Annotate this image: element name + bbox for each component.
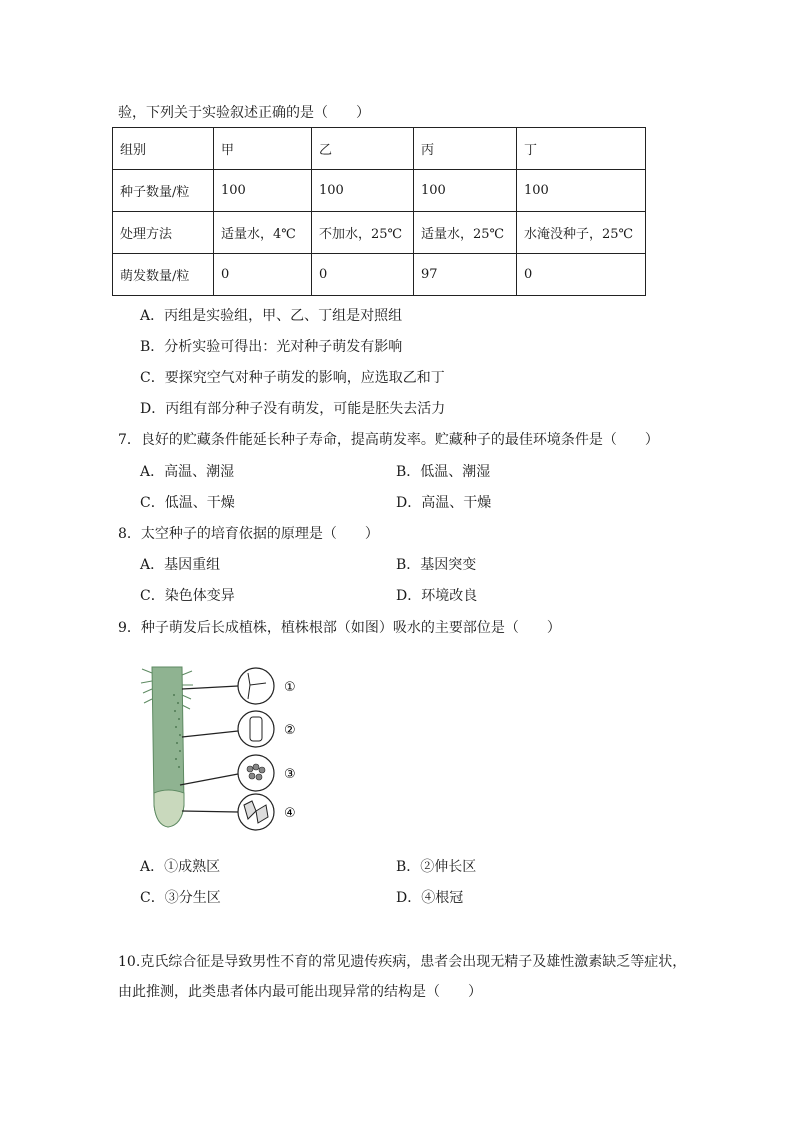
figure-label-1: ① [284,680,296,695]
question-7-stem: 7．良好的贮藏条件能延长种子寿命，提高萌发率。贮藏种子的最佳环境条件是（ ） [118,432,659,448]
table-cell: 不加水，25℃ [312,212,414,254]
q7-option-a[interactable]: A．高温、潮湿 [140,464,235,480]
table-cell: 97 [414,254,517,296]
table-cell: 种子数量/粒 [113,170,214,212]
question-6-intro: 验，下列关于实验叙述正确的是（ ） [118,105,370,121]
table-cell: 0 [312,254,414,296]
table-row [113,254,646,296]
table-header-cell: 组别 [113,128,214,170]
table-row [113,212,646,254]
q9-option-a[interactable]: A．①成熟区 [140,859,221,875]
q6-option-d[interactable]: D．丙组有部分种子没有萌发，可能是胚失去活力 [140,401,446,417]
q6-option-b[interactable]: B．分析实验可得出：光对种子萌发有影响 [140,339,403,355]
question-10-line-2: 由此推测，此类患者体内最可能出现异常的结构是（ ） [118,984,482,1000]
q6-option-c[interactable]: C．要探究空气对种子萌发的影响，应选取乙和丁 [140,370,445,386]
q7-option-b[interactable]: B．低温、潮湿 [396,464,491,480]
table-cell: 100 [214,170,312,212]
table-cell: 适量水，25℃ [414,212,517,254]
q8-option-b[interactable]: B．基因突变 [396,557,477,573]
q8-option-a[interactable]: A．基因重组 [140,557,221,573]
figure-label-2: ② [284,723,296,738]
q9-option-b[interactable]: B．②伸长区 [396,859,477,875]
root-tip-figure [138,655,308,835]
table-header-cell: 乙 [312,128,414,170]
q6-option-a[interactable]: A．丙组是实验组，甲、乙、丁组是对照组 [140,308,403,324]
q8-option-c[interactable]: C．染色体变异 [140,588,235,604]
experiment-table [112,127,646,296]
question-10-line-1: 10.克氏综合征是导致男性不育的常见遗传疾病，患者会出现无精子及雄性激素缺乏等症状， [118,954,687,970]
table-row [113,170,646,212]
table-header-row [113,128,646,170]
q9-option-c[interactable]: C．③分生区 [140,890,221,906]
figure-label-3: ③ [284,767,296,782]
question-9-stem: 9．种子萌发后长成植株，植株根部（如图）吸水的主要部位是（ ） [118,620,561,636]
table-cell: 0 [517,254,646,296]
table-cell: 水淹没种子，25℃ [517,212,646,254]
table-cell: 适量水，4℃ [214,212,312,254]
table-cell: 100 [414,170,517,212]
table-cell: 萌发数量/粒 [113,254,214,296]
table-cell: 处理方法 [113,212,214,254]
table-header-cell: 甲 [214,128,312,170]
q7-option-c[interactable]: C．低温、干燥 [140,495,235,511]
table-cell: 100 [517,170,646,212]
question-8-stem: 8．太空种子的培育依据的原理是（ ） [118,526,379,542]
table-cell: 0 [214,254,312,296]
table-header-cell: 丙 [414,128,517,170]
q7-option-d[interactable]: D．高温、干燥 [396,495,492,511]
table-header-cell: 丁 [517,128,646,170]
table-cell: 100 [312,170,414,212]
figure-label-4: ④ [284,806,296,821]
q9-option-d[interactable]: D．④根冠 [396,890,464,906]
q8-option-d[interactable]: D．环境改良 [396,588,478,604]
